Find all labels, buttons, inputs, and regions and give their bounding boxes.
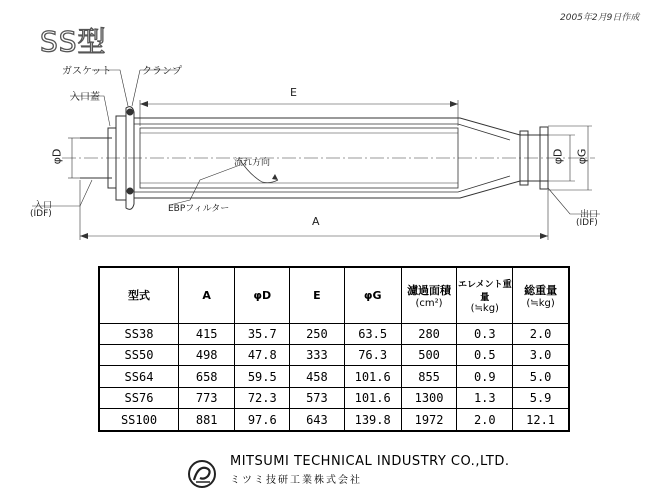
cell-element-weight: 2.0: [457, 409, 513, 431]
cell-total-weight: 3.0: [513, 344, 569, 365]
table-row: [99, 366, 569, 387]
cell-area: 1300: [401, 387, 457, 408]
col-total-weight: 総重量 (≒kg): [513, 267, 569, 323]
dim-e-label: E: [290, 86, 297, 99]
cell-area: 280: [401, 323, 457, 344]
cell-e: 643: [290, 409, 344, 431]
cell-element-weight: 1.3: [457, 387, 513, 408]
cell-model: SS50: [99, 344, 179, 365]
clamp-bolt-top: [127, 109, 133, 115]
filter-label: EBPフィルター: [168, 204, 230, 214]
table-row: [99, 344, 569, 365]
model-title: SS型: [40, 25, 107, 58]
cell-model: SS100: [99, 409, 179, 431]
outlet-label: 出口: [580, 210, 599, 220]
col-phid: φD: [235, 267, 290, 323]
cell-total-weight: 2.0: [513, 323, 569, 344]
cell-a: 773: [179, 387, 235, 408]
cell-phig: 101.6: [344, 387, 401, 408]
cell-phig: 63.5: [344, 323, 401, 344]
col-e: E: [290, 267, 344, 323]
cell-element-weight: 0.9: [457, 366, 513, 387]
cell-element-weight: 0.5: [457, 344, 513, 365]
table-row: [99, 387, 569, 408]
cell-model: SS76: [99, 387, 179, 408]
cell-phid: 59.5: [235, 366, 290, 387]
inlet-lid-label: 入口蓋: [70, 92, 100, 103]
cell-a: 498: [179, 344, 235, 365]
outlet-idf-label: (IDF): [576, 218, 598, 228]
cell-phid: 35.7: [235, 323, 290, 344]
gasket-label: ガスケット: [62, 66, 112, 77]
cell-model: SS38: [99, 323, 179, 344]
cell-total-weight: 5.9: [513, 387, 569, 408]
cell-element-weight: 0.3: [457, 323, 513, 344]
cell-area: 855: [401, 366, 457, 387]
col-model: 型式: [99, 267, 179, 323]
col-phig: φG: [344, 267, 401, 323]
dim-phid-left-label: φD: [50, 148, 64, 165]
cell-area: 500: [401, 344, 457, 365]
dim-a-label: A: [312, 215, 320, 228]
spec-table: [98, 266, 570, 432]
cell-e: 458: [290, 366, 344, 387]
dim-phid-right-label: φD: [551, 148, 565, 165]
cell-phid: 97.6: [235, 409, 290, 431]
flow-direction-label: 流れ方向: [234, 158, 271, 168]
cell-phid: 72.3: [235, 387, 290, 408]
cell-phig: 101.6: [344, 366, 401, 387]
cell-phig: 76.3: [344, 344, 401, 365]
table-header-row: [99, 267, 569, 323]
dim-phig-label: φG: [575, 148, 589, 165]
creation-date: 2005年2月9日作成: [560, 13, 640, 23]
col-area: 濾過面積 (cm²): [401, 267, 457, 323]
cell-phid: 47.8: [235, 344, 290, 365]
cell-e: 573: [290, 387, 344, 408]
cell-phig: 139.8: [344, 409, 401, 431]
cell-a: 415: [179, 323, 235, 344]
cell-model: SS64: [99, 366, 179, 387]
cell-a: 658: [179, 366, 235, 387]
cell-e: 250: [290, 323, 344, 344]
cell-area: 1972: [401, 409, 457, 431]
company-name-en: MITSUMI TECHNICAL INDUSTRY CO.,LTD.: [230, 454, 510, 469]
cell-total-weight: 5.0: [513, 366, 569, 387]
company-logo-icon: [186, 458, 218, 490]
inlet-label: 入口: [34, 201, 53, 211]
clamp-bolt-bottom: [127, 188, 133, 194]
inlet-idf-label: (IDF): [30, 209, 52, 219]
col-a: A: [179, 267, 235, 323]
col-element-weight: エレメント重量 (≒kg): [457, 267, 513, 323]
table-row: [99, 323, 569, 344]
cell-a: 881: [179, 409, 235, 431]
company-name-jp: ミツミ技研工業株式会社: [230, 475, 362, 486]
table-row: [99, 409, 569, 431]
cell-e: 333: [290, 344, 344, 365]
cell-total-weight: 12.1: [513, 409, 569, 431]
clamp-label: クランプ: [142, 66, 182, 77]
